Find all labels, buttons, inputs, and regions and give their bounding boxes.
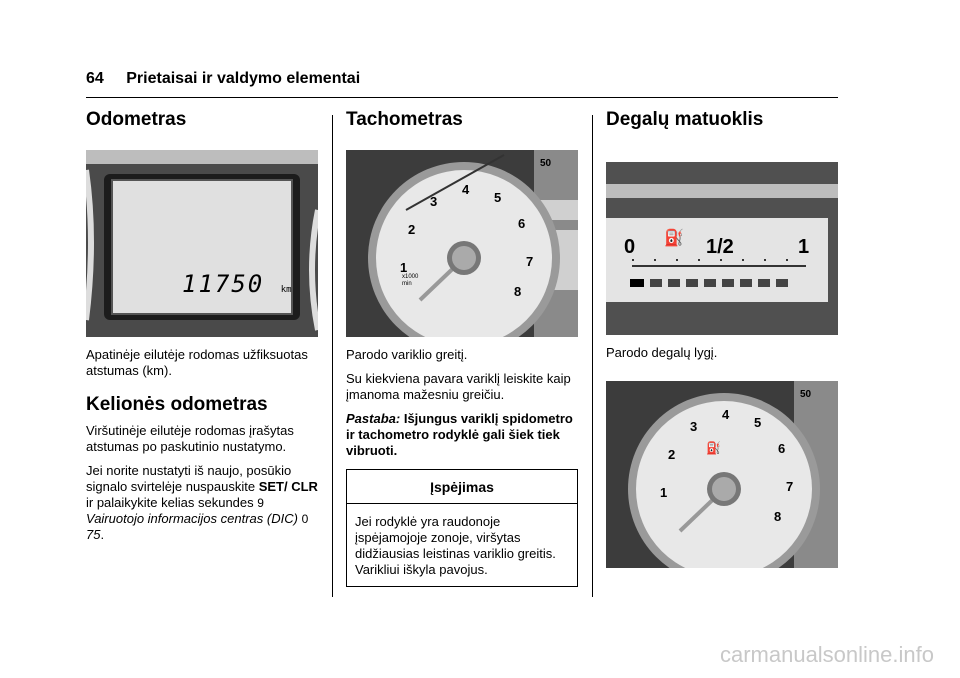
gauge-label-2: 2 xyxy=(668,447,676,462)
speedo-label: 50 xyxy=(800,389,812,400)
odometer-heading: Odometras xyxy=(86,109,187,130)
warning-text: Jei rodyklė yra raudonoje įspėjamojoje zonoje, viršytas didžiausias leistinas variklio greitis. Varikliui iškyla pavojus. xyxy=(355,514,556,577)
gauge-label-3: 3 xyxy=(690,419,698,434)
section-title: Prietaisai ir valdymo elementai xyxy=(126,70,361,87)
page-ref-icon: 0 xyxy=(301,512,309,526)
warning-box xyxy=(346,469,578,587)
page-header xyxy=(86,70,360,88)
odometer-figure xyxy=(86,150,318,337)
trip-para-2 xyxy=(86,463,318,543)
trip-para-2-text-cont: ir palaikykite kelias sekundes xyxy=(86,495,254,510)
fuel-cluster-figure xyxy=(606,381,838,568)
gauge-label-8: 8 xyxy=(774,509,782,524)
gauge-label-3: 3 xyxy=(430,194,438,209)
tachometer-note xyxy=(346,411,578,459)
speedo-label: 50 xyxy=(540,158,552,169)
tachometer-heading: Tachometras xyxy=(346,109,463,130)
watermark: carmanualsonline.info xyxy=(719,642,934,667)
fuel-label-half: 1/2 xyxy=(706,236,734,258)
column-fuel xyxy=(606,108,838,578)
fuel-heading: Degalų matuoklis xyxy=(606,109,764,130)
gauge-label-5: 5 xyxy=(754,415,762,430)
crossref-icon: 9 xyxy=(257,496,264,510)
gauge-label-4: 4 xyxy=(462,182,470,197)
gauge-label-1: 1 xyxy=(400,260,408,275)
column-odometer xyxy=(86,108,318,551)
gauge-label-2: 2 xyxy=(408,222,416,237)
trip-para-2-end: . xyxy=(100,527,105,542)
gauge-label-8: 8 xyxy=(514,284,522,299)
fuel-figure xyxy=(606,162,838,335)
gauge-label-1: 1 xyxy=(660,485,668,500)
gauge-label-5: 5 xyxy=(494,190,502,205)
column-divider-1 xyxy=(332,115,333,597)
warning-title: Įspėjimas xyxy=(347,470,577,504)
gauge-label-7: 7 xyxy=(786,479,794,494)
trip-odometer-heading: Kelionės odometras xyxy=(86,394,268,415)
gauge-label-6: 6 xyxy=(518,216,526,231)
odometer-caption: Apatinėje eilutėje rodomas užfiksuotas atstumas (km). xyxy=(86,347,308,378)
set-clr-label: SET/ CLR xyxy=(258,479,318,494)
page-number: 64 xyxy=(86,70,104,87)
tachometer-figure xyxy=(346,150,578,337)
gauge-label-6: 6 xyxy=(778,441,786,456)
gauge-label-7: 7 xyxy=(526,254,534,269)
odometer-readout xyxy=(182,270,292,298)
tachometer-para-1: Parodo variklio greitį. xyxy=(346,347,468,362)
gauge-unit: x1000 min xyxy=(402,274,419,287)
dic-page-link[interactable]: 75 xyxy=(86,527,101,542)
fuel-pump-icon: ⛽ xyxy=(706,441,721,455)
trip-para-1: Viršutinėje eilutėje rodomas įrašytas atstumas po paskutinio nustatymo. xyxy=(86,423,294,454)
fuel-label-full: 1 xyxy=(798,236,810,258)
trip-para-2-text: Jei norite nustatyti iš naujo, posūkio signalo svirtelėje nuspauskite xyxy=(86,463,292,494)
odometer-unit: km xyxy=(280,285,292,295)
dic-link[interactable]: Vairuotojo informacijos centras (DIC) xyxy=(86,511,298,526)
fuel-caption: Parodo degalų lygį. xyxy=(606,345,718,360)
tachometer-para-2: Su kiekviena pavara variklį leiskite kaip įmanoma mažesniu greičiu. xyxy=(346,371,571,402)
odometer-value: 11750 xyxy=(182,270,265,298)
column-tachometer xyxy=(346,108,578,587)
fuel-pump-icon: ⛽ xyxy=(664,230,684,247)
header-rule xyxy=(86,97,838,98)
fuel-label-empty: 0 xyxy=(624,236,636,258)
column-divider-2 xyxy=(592,115,593,597)
note-text: Išjungus variklį spidometro ir tachometro rodyklė gali šiek tiek vibruoti. xyxy=(346,411,573,458)
note-label: Pastaba: xyxy=(346,411,401,426)
gauge-label-4: 4 xyxy=(722,407,730,422)
